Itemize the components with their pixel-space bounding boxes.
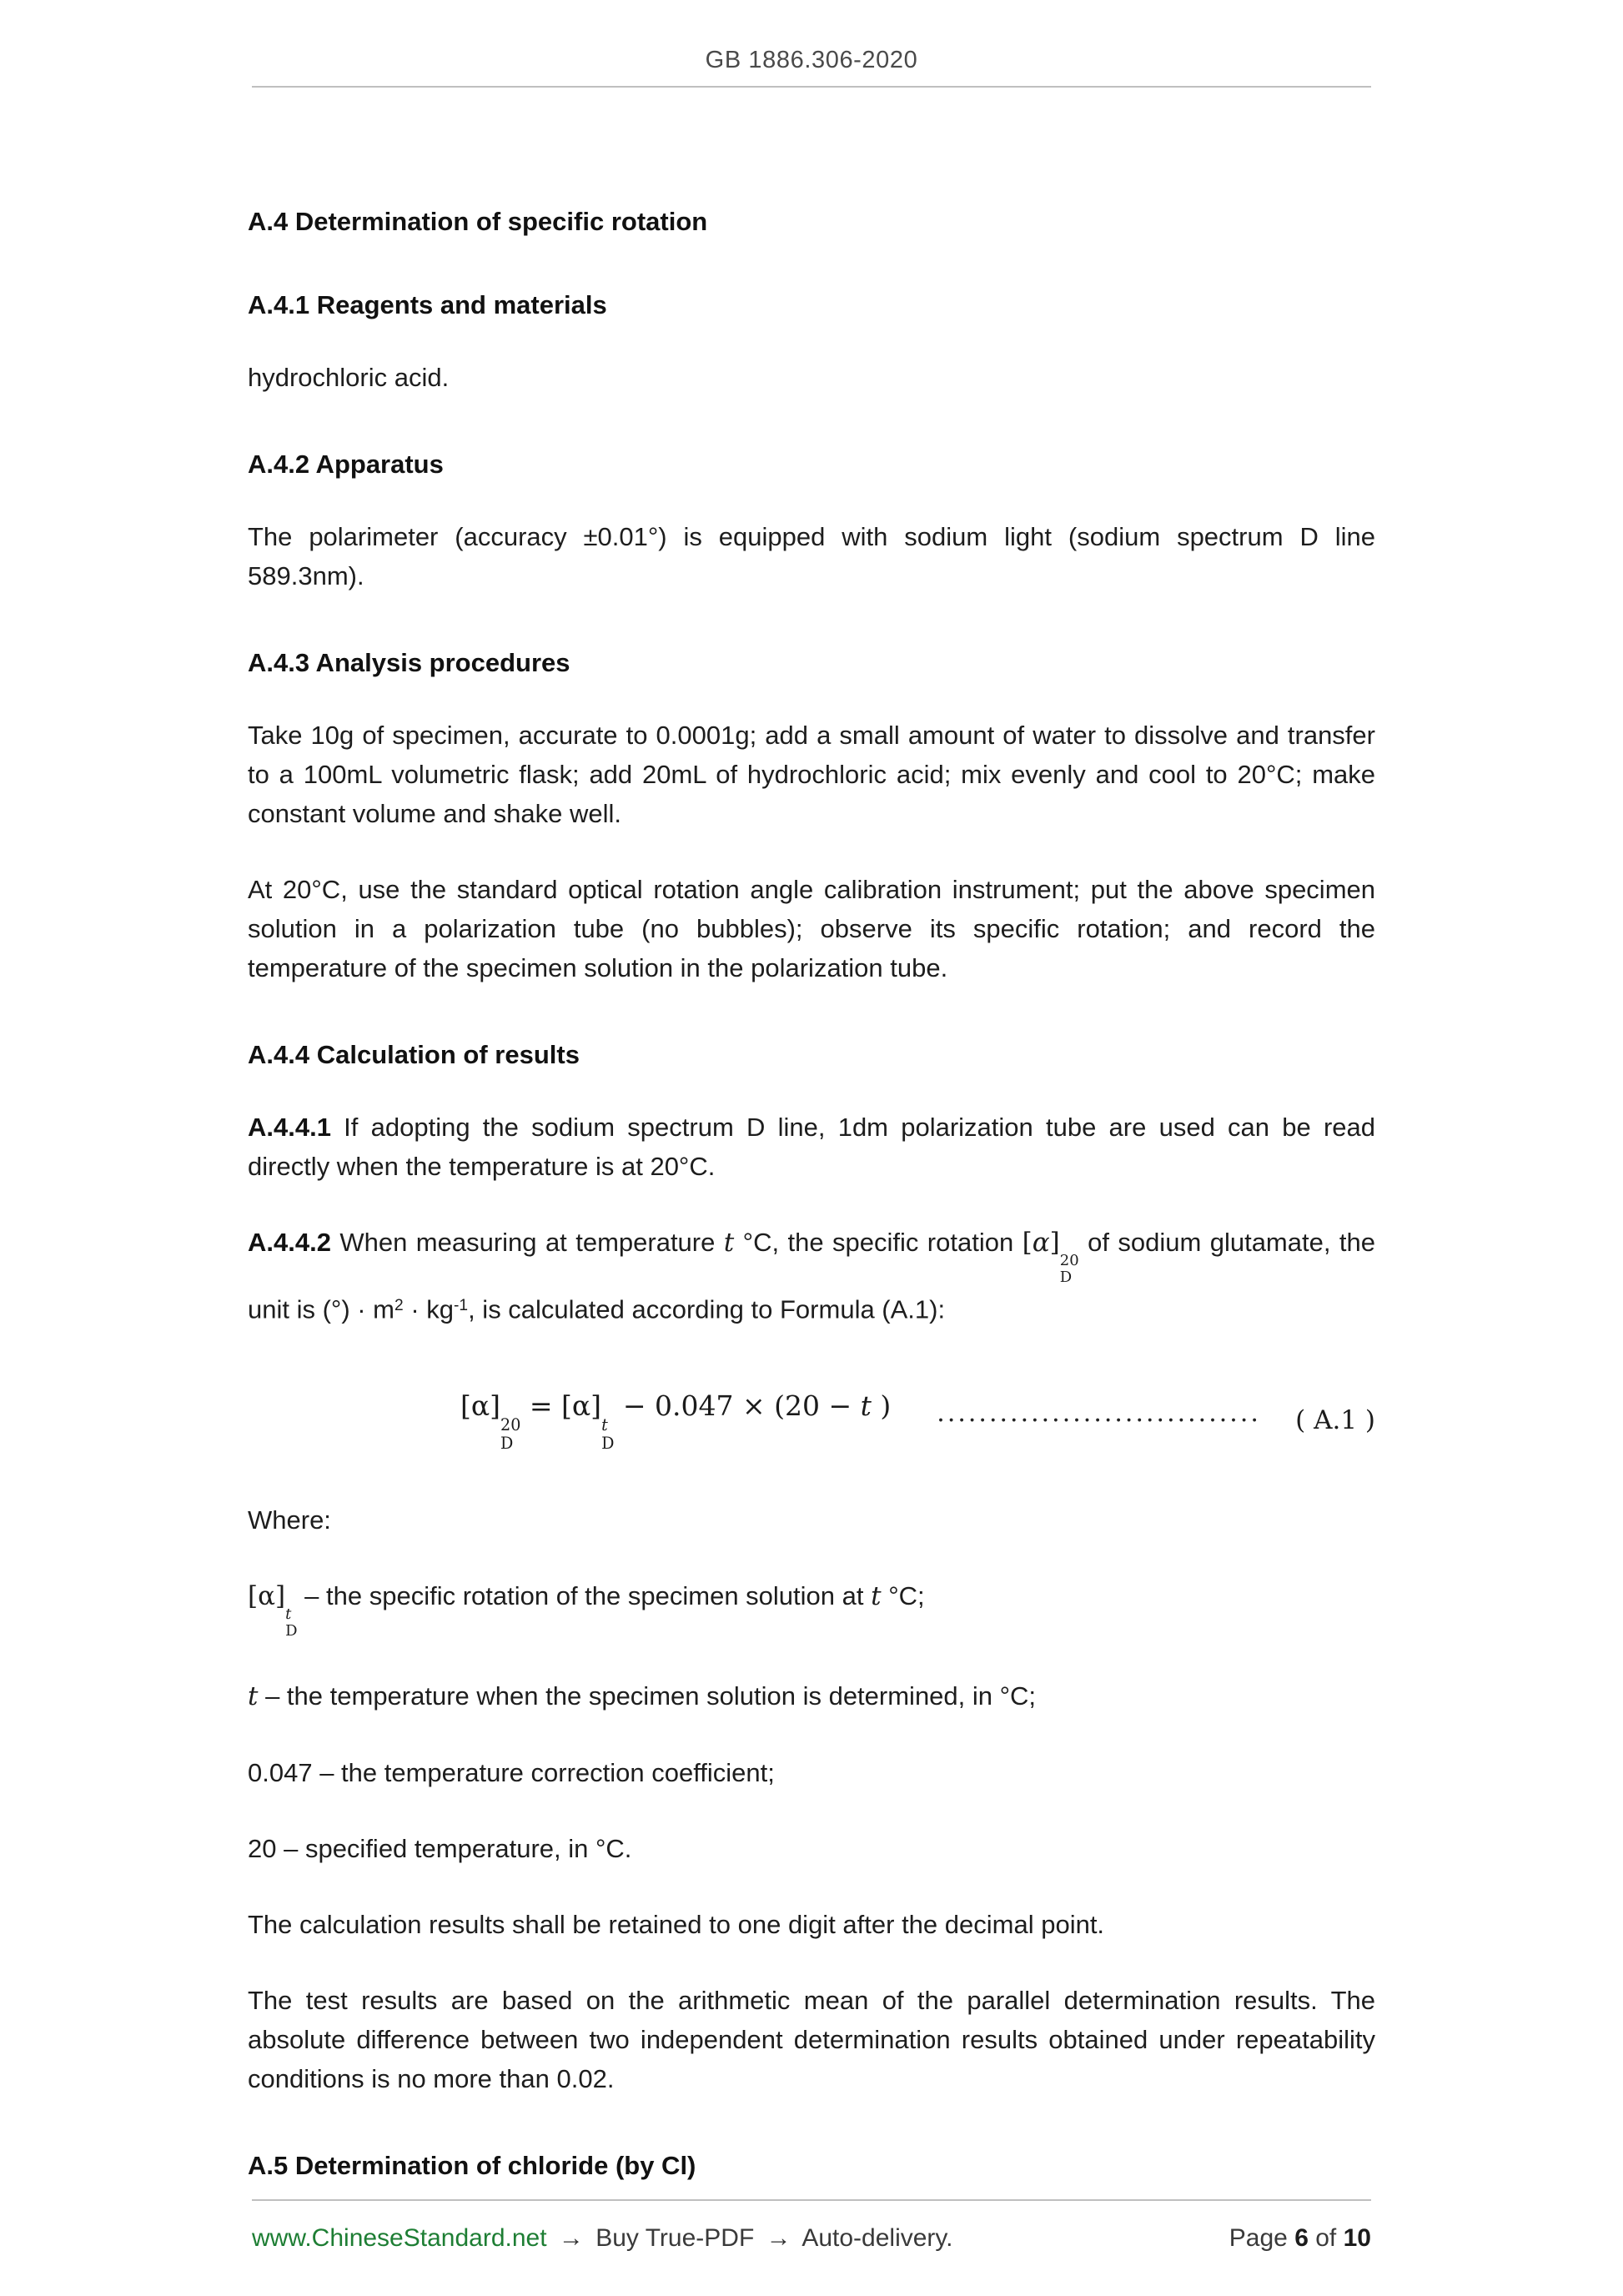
formula-lhs-sub: D bbox=[500, 1433, 514, 1453]
para-apparatus: The polarimeter (accuracy ±0.01°) is equipped with sodium light (sodium spectrum D line 589.3nm). bbox=[248, 522, 1375, 590]
definition-alpha-t bbox=[248, 1576, 1375, 1640]
formula-rest-post: ) bbox=[871, 1389, 892, 1422]
page-total: 10 bbox=[1343, 2224, 1371, 2252]
para-procedure-measurement: At 20°C, use the standard optical rotation angle calibration instrument; put the above specimen solution in a polarization tube (no bubbles); observe its specific rotation; and record the temperature of the specimen solution in the polarization tube. bbox=[248, 875, 1375, 982]
heading-a43: A.4.3 Analysis procedures bbox=[248, 648, 570, 677]
para-hydrochloric-acid: hydrochloric acid. bbox=[248, 363, 450, 392]
alpha-sub-d: D bbox=[1059, 1269, 1073, 1287]
alpha-supsub bbox=[1060, 1253, 1079, 1286]
page-current: 6 bbox=[1294, 2224, 1309, 2252]
arrow-right-icon: → bbox=[558, 2224, 584, 2252]
var-alpha: α bbox=[1032, 1228, 1050, 1258]
definition-alpha-text: – the specific rotation of the specimen solution at bbox=[297, 1580, 872, 1610]
heading-a44: A.4.4 Calculation of results bbox=[248, 1040, 580, 1069]
heading-a41: A.4.1 Reagents and materials bbox=[248, 290, 607, 319]
definition-coefficient: 0.047 – the temperature correction coefficient; bbox=[248, 1758, 775, 1788]
page-word: Page bbox=[1229, 2224, 1288, 2252]
para-a441 bbox=[248, 1108, 1375, 1186]
header-rule bbox=[252, 86, 1371, 88]
page-footer bbox=[0, 2199, 1623, 2253]
formula-mid: = [α] bbox=[520, 1389, 602, 1422]
alpha-t-sup: t bbox=[285, 1605, 292, 1623]
definition-t-text: – the temperature when the specimen solution is determined, in °C; bbox=[258, 1681, 1037, 1711]
clause-text-a442-4: · kg bbox=[403, 1294, 454, 1324]
arrow-right-icon: → bbox=[766, 2224, 791, 2252]
formula-expression bbox=[460, 1389, 891, 1452]
formula-a1 bbox=[248, 1389, 1375, 1452]
document-content bbox=[248, 206, 1375, 2182]
footer-delivery-text: Auto-delivery. bbox=[801, 2224, 953, 2252]
formula-var-t: t bbox=[860, 1389, 872, 1422]
page-indicator bbox=[1229, 2224, 1371, 2253]
formula-number-label: ( A.1 ) bbox=[1295, 1405, 1375, 1436]
para-procedure-preparation: Take 10g of specimen, accurate to 0.0001g; add a small amount of water to dissolve and transfer to a 100mL volumetric flask; add 20mL of hydrochloric acid; mix evenly and cool to 20°C; make constant volume and shake well. bbox=[248, 721, 1375, 828]
para-where: Where: bbox=[248, 1505, 331, 1535]
doc-number: GB 1886.306-2020 bbox=[705, 47, 918, 73]
heading-a5: A.5 Determination of chloride (by Cl) bbox=[248, 2151, 696, 2181]
bracket-open: [ bbox=[1022, 1228, 1033, 1258]
footer-buy-text: Buy True-PDF bbox=[595, 2224, 755, 2252]
alpha-sup-20: 20 bbox=[1059, 1252, 1079, 1270]
clause-text-a442-2: °C, the specific rotation bbox=[734, 1228, 1023, 1257]
formula-lhs-sup: 20 bbox=[500, 1415, 521, 1435]
clause-text-a442-1: When measuring at temperature bbox=[330, 1228, 724, 1257]
clause-text-a441: If adopting the sodium spectrum D line, 1dm polarization tube are used can be read directly when the temperature is at 20°C. bbox=[248, 1113, 1375, 1181]
clause-label-a441: A.4.4.1 bbox=[248, 1113, 331, 1142]
clause-text-a442-5: , is calculated according to Formula (A.1): bbox=[468, 1294, 946, 1324]
formula-lhs-supsub bbox=[500, 1416, 520, 1452]
footer-rule bbox=[252, 2199, 1371, 2201]
bracket-close: ] bbox=[1049, 1228, 1060, 1258]
definition-t bbox=[248, 1676, 1375, 1716]
formula-lhs: [α] bbox=[460, 1389, 501, 1422]
para-rounding-rule: The calculation results shall be retained to one digit after the decimal point. bbox=[248, 1910, 1105, 1940]
page-header bbox=[0, 0, 1623, 88]
of-word: of bbox=[1315, 2224, 1337, 2252]
heading-a4: A.4 Determination of specific rotation bbox=[248, 207, 708, 236]
definition-alpha-tail: °C; bbox=[881, 1580, 925, 1610]
formula-dots-leader: ······························· bbox=[937, 1405, 1261, 1435]
var-t: t bbox=[248, 1681, 259, 1712]
footer-left bbox=[252, 2224, 953, 2253]
sup-squared: 2 bbox=[394, 1297, 404, 1315]
definition-specified-temperature: 20 – specified temperature, in °C. bbox=[248, 1834, 632, 1864]
formula-rest-pre: − 0.047 × (20 − bbox=[614, 1389, 861, 1422]
var-t: t bbox=[723, 1228, 735, 1258]
heading-a42: A.4.2 Apparatus bbox=[248, 450, 444, 479]
var-t: t bbox=[871, 1580, 882, 1611]
para-repeatability: The test results are based on the arithmetic mean of the parallel determination results. The absolute difference between two independent determination results obtained under repeatability conditions is no more than 0.02. bbox=[248, 1986, 1375, 2094]
sup-minus-one: -1 bbox=[454, 1297, 469, 1315]
para-a442 bbox=[248, 1223, 1375, 1329]
site-link[interactable]: www.ChineseStandard.net bbox=[252, 2224, 547, 2252]
footer-row bbox=[0, 2224, 1623, 2253]
clause-text-a442-3: of sodium glutamate, the unit is (°) · m bbox=[248, 1228, 1375, 1324]
formula-rhs-sup: t bbox=[601, 1415, 608, 1435]
formula-rhs-sub: D bbox=[601, 1433, 615, 1453]
clause-label-a442: A.4.4.2 bbox=[248, 1228, 331, 1257]
formula-rhs-supsub bbox=[601, 1416, 614, 1452]
alpha-t-supsub bbox=[285, 1606, 297, 1640]
alpha-notation: [α] bbox=[248, 1580, 286, 1611]
alpha-t-sub: D bbox=[285, 1622, 298, 1640]
